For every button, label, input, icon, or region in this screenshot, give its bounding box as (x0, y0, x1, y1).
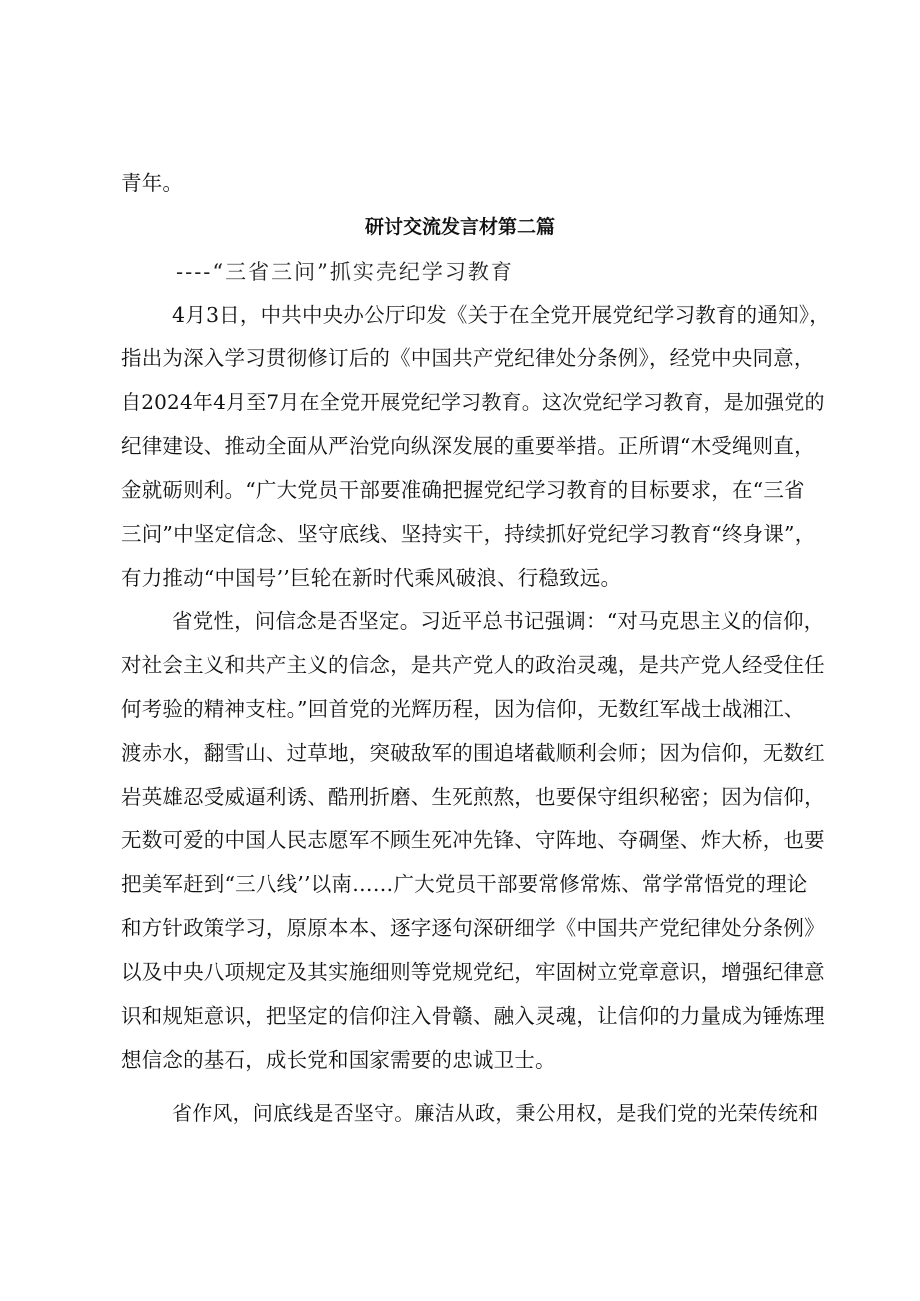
paragraph-line: 4月3日，中共中央办公厅印发《关于在全党开展党纪学习教育的通知》， (172, 303, 830, 327)
paragraph-line: 和方针政策学习，原原本本、逐字逐句深研细学《中国共产党纪律处分条例》 (121, 916, 825, 940)
paragraph-line: 有力推动“中国号’’巨轮在新时代乘风破浪、行稳致远。 (121, 566, 622, 590)
paragraph-line: 岩英雄忍受威逼利诱、酷刑折磨、生死煎熬，也要保守组织秘密；因为信仰， (121, 785, 825, 809)
paragraph-line: 三问”中坚定信念、坚守底线、坚持实干，持续抓好党纪学习教育“终身课”， (121, 522, 816, 546)
paragraph-line: 把美军赶到“三八线’’以南……广大党员干部要常修常炼、常学常悟党的理论 (121, 872, 808, 896)
paragraph-line: 金就砺则利。“广大党员干部要准确把握党纪学习教育的目标要求，在“三省 (121, 478, 805, 502)
paragraph-line: 以及中央八项规定及其实施细则等党规党纪，牢固树立党章意识，增强纪律意 (121, 960, 825, 984)
paragraph-line: 想信念的基石，成长党和国家需要的忠诚卫士。 (121, 1048, 556, 1072)
paragraph-line: 渡赤水，翻雪山、过草地，突破敌军的围追堵截顺利会师；因为信仰，无数红 (121, 741, 825, 765)
top-fragment: 青年。 (121, 171, 184, 195)
paragraph-line: 省党性，问信念是否坚定。习近平总书记强调：“对马克思主义的信仰， (172, 609, 825, 633)
paragraph-line: 何考验的精神支柱。”回首党的光辉历程，因为信仰，无数红军战士战湘江、 (121, 697, 805, 721)
paragraph-line: 自2024年4月至7月在全党开展党纪学习教育。这次党纪学习教育，是加强党的 (121, 390, 825, 414)
paragraph-line: 无数可爱的中国人民志愿军不顾生死冲先锋、守阵地、夺碉堡、炸大桥，也要 (121, 828, 825, 852)
paragraph-line: 指出为深入学习贯彻修订后的《中国共产党纪律处分条例》，经党中央同意， (121, 346, 815, 370)
document-subtitle: ----“三省三问”抓实壳纪学习教育 (176, 260, 514, 284)
paragraph-line: 纪律建设、推动全面从严治党向纵深发展的重要举措。正所谓“木受绳则直， (121, 434, 815, 458)
paragraph-line: 省作风，问底线是否坚守。廉洁从政，秉公用权，是我们党的光荣传统和 (172, 1101, 819, 1125)
document-title: 研讨交流发言材第二篇 (364, 216, 555, 238)
paragraph-line: 识和规矩意识，把坚定的信仰注入骨赣、融入灵魂，让信仰的力量成为锤炼理 (121, 1004, 825, 1028)
paragraph-line: 对社会主义和共产主义的信念，是共产党人的政治灵魂，是共产党人经受住任 (121, 653, 825, 677)
